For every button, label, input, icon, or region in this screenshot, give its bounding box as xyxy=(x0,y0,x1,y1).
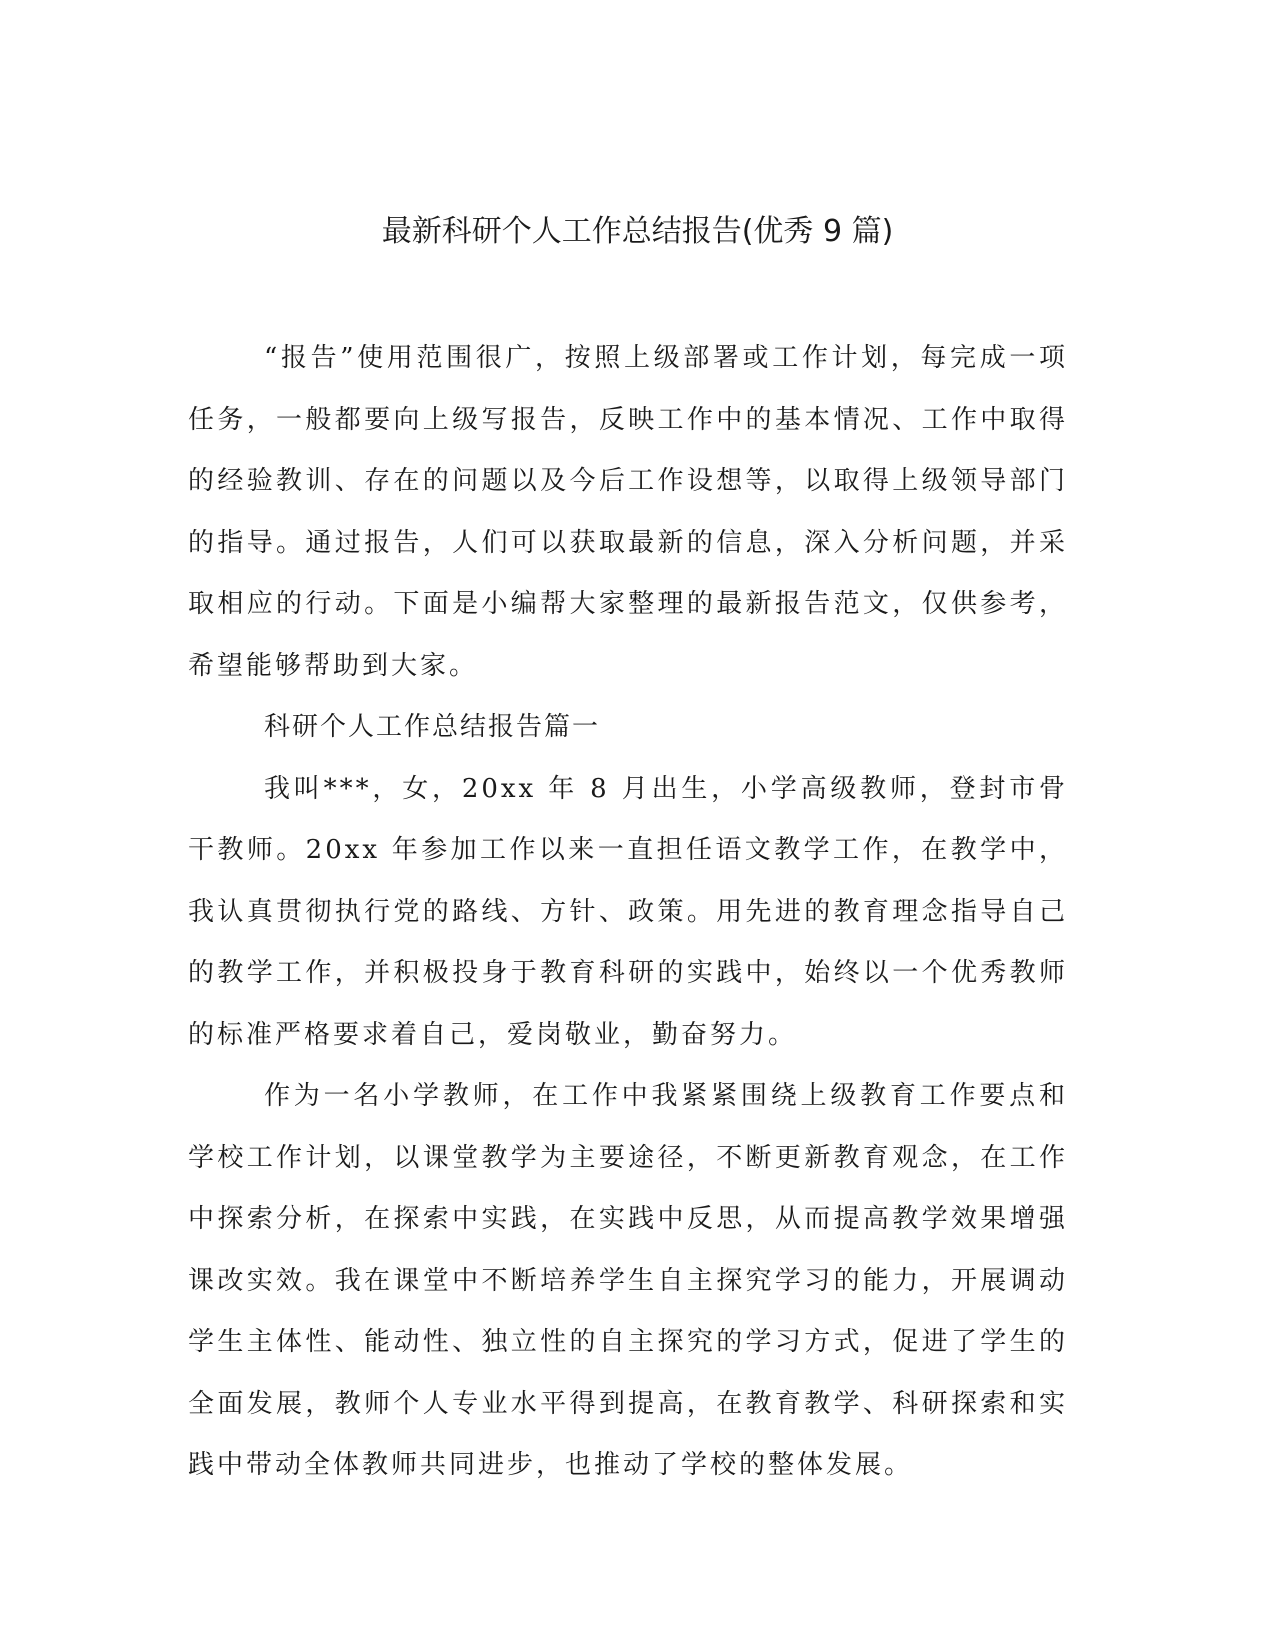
document-body xyxy=(188,328,1068,1497)
body-paragraph-2: 作为一名小学教师，在工作中我紧紧围绕上级教育工作要点和学校工作计划，以课堂教学为主要途径，不断更新教育观念，在工作中探索分析，在探索中实践，在实践中反思，从而提高教学效果增强课改实效。我在课堂中不断培养学生自主探究学习的能力，开展调动学生主体性、能动性、独立性的自主探究的学习方式，促进了学生的全面发展，教师个人专业水平得到提高，在教育教学、科研探索和实践中带动全体教师共同进步，也推动了学校的整体发展。 xyxy=(188,1081,1068,1480)
document-title: 最新科研个人工作总结报告(优秀 9 篇) xyxy=(381,214,894,249)
intro-paragraph: “报告”使用范围很广，按照上级部署或工作计划，每完成一项任务，一般都要向上级写报告，反映工作中的基本情况、工作中取得的经验教训、存在的问题以及今后工作设想等，以取得上级领导部门的指导。通过报告，人们可以获取最新的信息，深入分析问题，并采取相应的行动。下面是小编帮大家整理的最新报告范文，仅供参考，希望能够帮助到大家。 xyxy=(188,343,1068,681)
section-heading: 科研个人工作总结报告篇一 xyxy=(264,712,601,742)
body-paragraph-1: 我叫***，女，20xx 年 8 月出生，小学高级教师，登封市骨干教师。20xx 年参加工作以来一直担任语文教学工作，在教学中，我认真贯彻执行党的路线、方针、政策。用先进的教育理念指导自己的教学工作，并积极投身于教育科研的实践中，始终以一个优秀教师的标准严格要求着自己，爱岗敬业，勤奋努力。 xyxy=(188,773,1068,1050)
